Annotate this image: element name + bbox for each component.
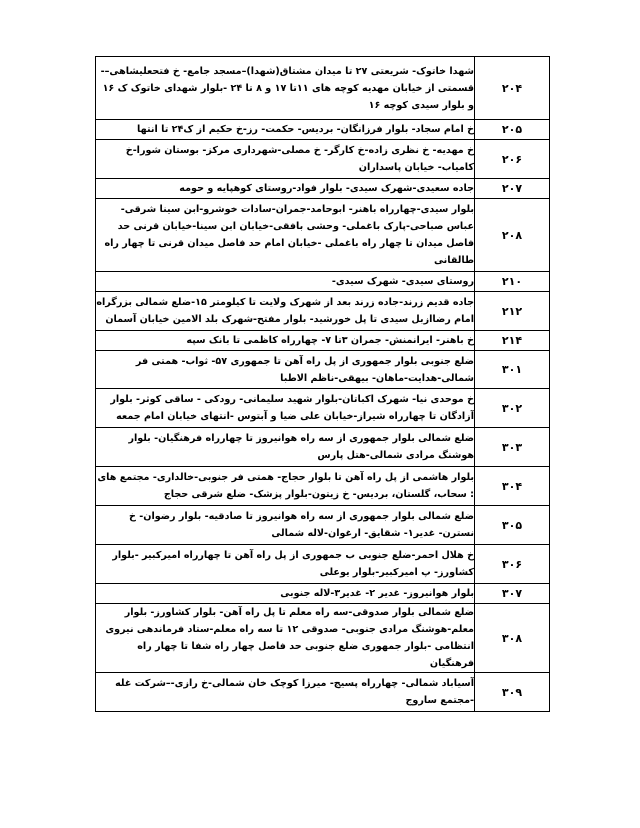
route-code: ۳۰۴ — [475, 467, 550, 506]
route-code: ۳۰۶ — [475, 545, 550, 584]
route-code: ۲۰۸ — [475, 199, 550, 272]
route-code: ۲۱۲ — [475, 292, 550, 331]
route-description: ضلع شمالی بلوار صدوقی-سه راه معلم تا پل راه آهن- بلوار کشاورز- بلوار معلم-هوشنگ مرادی جنوبی- صدوقی ۱۲ تا سه راه معلم-ستاد فرماندهی نیروی انتظامی -بلوار جمهوری ضلع جنوبی حد فاصل چهار راه شفا تا چهار راه فرهنگیان — [96, 604, 475, 673]
route-description: خ هلال احمر-ضلع جنوبی ب جمهوری از پل راه آهن تا چهارراه امیرکبیر -بلوار کشاورز- پ امیرکبیر-بلوار یوعلی — [96, 545, 475, 584]
table-row — [96, 140, 550, 179]
table-row — [96, 467, 550, 506]
route-code: ۳۰۸ — [475, 604, 550, 673]
table-row — [96, 331, 550, 351]
route-code: ۲۱۰ — [475, 272, 550, 292]
route-description: بلوار سیدی-چهارراه باهنر- ابوحامد-جمران-سادات خوشرو-ابن سینا شرقی-عباس صباحی-پارک باغملی- وحشی بافقی-خیابان ابن سینا-خیابان قرنی حد فاصل میدان تا چهار راه باغملی -خیابان امام حد فاصل میدان قرنی تا چهار راه طالقانی — [96, 199, 475, 272]
table-row — [96, 351, 550, 389]
table-row — [96, 604, 550, 673]
table-row — [96, 389, 550, 428]
route-description: بلوار هوانیروز- غدیر ۲- غدیر۳-لاله جنوبی — [96, 584, 475, 604]
route-code: ۲۱۴ — [475, 331, 550, 351]
table-row — [96, 428, 550, 467]
route-description: جاده سعیدی-شهرک سیدی- بلوار فواد-روستای کوهپایه و حومه — [96, 179, 475, 199]
route-code: ۳۰۱ — [475, 351, 550, 389]
route-description: جاده قدیم زرند-جاده زرند بعد از شهرک ولایت تا کیلومتر ۱۵-ضلع شمالی بزرگراه امام رضاازبل سیدی تا پل خورشید- بلوار مفتح-شهرک بلد الامین خیابان آسمان — [96, 292, 475, 331]
route-code: ۳۰۵ — [475, 506, 550, 545]
table-row — [96, 292, 550, 331]
table-row — [96, 584, 550, 604]
table-row — [96, 506, 550, 545]
route-description: ضلع جنوبی بلوار جمهوری از پل راه آهن تا جمهوری ۵۷- ثواب- همتی فر شمالی-هدایت-ماهان- بیهقی-ناظم الاطبا — [96, 351, 475, 389]
route-description: خ موحدی نیا- شهرک اکباتان-بلوار شهید سلیمانی- رودکی - ساقی کوثر- بلوار آزادگان تا چهارراه شیراز-خیابان علی ضیا و آبتوس -انتهای خیابان امام جمعه — [96, 389, 475, 428]
route-description: بلوار هاشمی از پل راه آهن تا بلوار حجاج- همتی فر جنوبی-خالداری- مجتمع های : سحاب، گلستان، بردیس- خ زیتون-بلوار پزشک- ضلع شرقی حجاج — [96, 467, 475, 506]
route-code: ۲۰۷ — [475, 179, 550, 199]
table-row — [96, 199, 550, 272]
route-code: ۳۰۹ — [475, 673, 550, 712]
route-description: خ مهدیه- خ نظری زاده-خ کارگر- خ مصلی-شهرداری مرکز- بوستان شورا-خ کامیاب- خیابان پاسداران — [96, 140, 475, 179]
route-table — [95, 56, 550, 712]
route-table-body — [96, 57, 550, 712]
route-description: ضلع شمالی بلوار جمهوری از سه راه هوانیروز تا چهارراه فرهنگیان- بلوار هوشنگ مرادی شمالی-هتل پارس — [96, 428, 475, 467]
table-row — [96, 57, 550, 120]
table-row — [96, 272, 550, 292]
route-code: ۳۰۷ — [475, 584, 550, 604]
route-description: آسیاباد شمالی- چهارراه پسیج- میرزا کوچک خان شمالی-خ رازی-–شرکت غله -مجتمع ساروج — [96, 673, 475, 712]
route-description: شهدا خاتوک- شریعتی ۲۷ تا میدان مشتاق(شهدا)–مسجد جامع- خ فتحعلیشاهی–- قسمتی از خیابان مهدیه کوچه های ۱۱تا ۱۷ و ۸ تا ۲۴ -بلوار شهدای خاتوک ک ۱۶ و بلوار سیدی کوچه ۱۶ — [96, 57, 475, 120]
route-description: روستای سیدی- شهرک سیدی- — [96, 272, 475, 292]
route-code: ۳۰۲ — [475, 389, 550, 428]
route-code: ۲۰۵ — [475, 120, 550, 140]
table-row — [96, 673, 550, 712]
route-description: خ باهنر- ایرانمنش- جمران ۳تا ۷- چهارراه کاظمی تا بانک سپه — [96, 331, 475, 351]
route-description: خ امام سجاد- بلوار فرزانگان- بردیس- حکمت- رز-خ حکیم از ک۲۴ تا انتها — [96, 120, 475, 140]
route-code: ۲۰۶ — [475, 140, 550, 179]
route-code: ۳۰۳ — [475, 428, 550, 467]
table-row — [96, 545, 550, 584]
table-row — [96, 120, 550, 140]
table-row — [96, 179, 550, 199]
route-code: ۲۰۴ — [475, 57, 550, 120]
route-description: ضلع شمالی بلوار جمهوری از سه راه هوانیروز تا صادقیه- بلوار رضوان- خ نسترن- غدیر۱- شقایق- ارغوان-لاله شمالی — [96, 506, 475, 545]
